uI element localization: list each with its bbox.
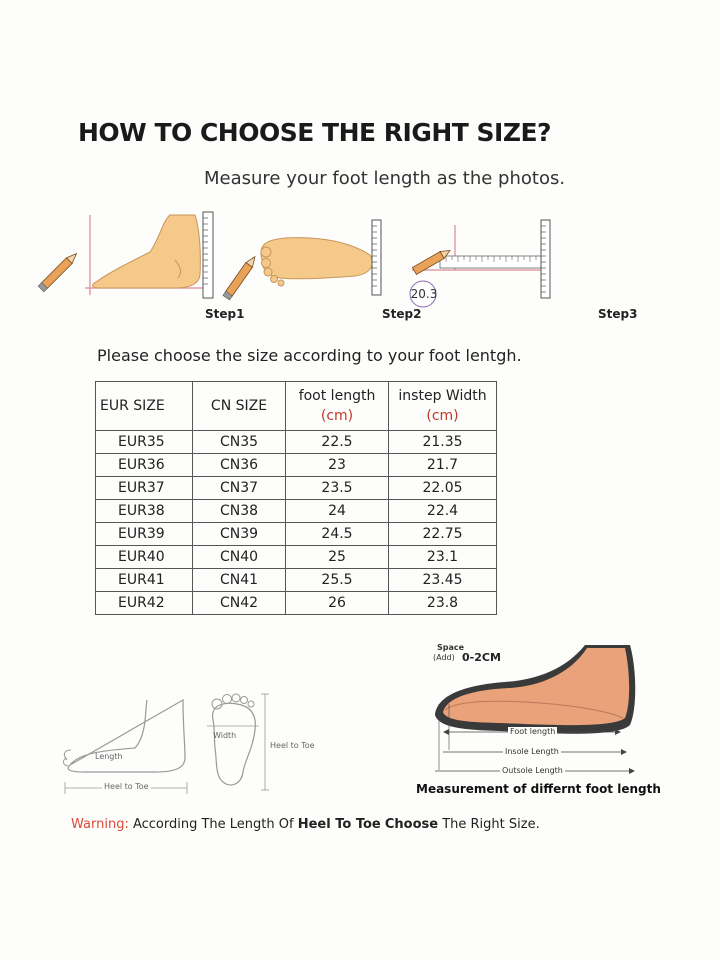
step2-label: Step2	[382, 307, 422, 321]
step-illustrations	[0, 200, 720, 310]
cell-cn: CN38	[193, 500, 286, 523]
warning-label: Warning:	[71, 817, 129, 832]
warning-text-a: According The Length Of	[132, 817, 294, 832]
table-row	[96, 592, 497, 615]
warning-text-b: Heel To Toe	[297, 817, 381, 832]
ruler-reading: 20.3	[410, 287, 438, 301]
page-title: HOW TO CHOOSE THE RIGHT SIZE?	[78, 118, 552, 147]
cell-instep: 22.05	[389, 477, 497, 500]
cell-foot-length: 24.5	[286, 523, 389, 546]
cell-foot-length: 22.5	[286, 431, 389, 454]
cell-eur: EUR39	[96, 523, 193, 546]
cell-eur: EUR41	[96, 569, 193, 592]
cell-instep: 22.75	[389, 523, 497, 546]
cell-eur: EUR36	[96, 454, 193, 477]
table-row	[96, 500, 497, 523]
sketch-length-label: Length	[95, 752, 123, 761]
cell-instep: 23.8	[389, 592, 497, 615]
header-eur-size: EUR SIZE	[96, 382, 193, 431]
shoe-space-range: 0-2CM	[462, 651, 501, 664]
sketch-heel-to-toe-left: Heel to Toe	[104, 782, 149, 791]
warning-text-d: The Right Size.	[442, 817, 540, 832]
cell-instep: 21.7	[389, 454, 497, 477]
table-row	[96, 546, 497, 569]
table-header-row	[96, 382, 497, 431]
shoe-measurement-diagram	[425, 640, 645, 780]
step1-label: Step1	[205, 307, 245, 321]
shoe-space-add-label: (Add)	[433, 653, 455, 662]
step1-foot-side-illustration	[38, 212, 213, 298]
cell-foot-length: 25.5	[286, 569, 389, 592]
table-row	[96, 569, 497, 592]
page-subtitle: Measure your foot length as the photos.	[204, 168, 566, 189]
cell-foot-length: 25	[286, 546, 389, 569]
shoe-space-label: Space	[437, 643, 465, 652]
cell-foot-length: 24	[286, 500, 389, 523]
step2-foot-top-illustration	[223, 220, 381, 300]
cell-cn: CN36	[193, 454, 286, 477]
warning-text-c: Choose	[384, 817, 439, 832]
cell-eur: EUR35	[96, 431, 193, 454]
cell-eur: EUR38	[96, 500, 193, 523]
header-instep-width-unit: (cm)	[426, 408, 459, 424]
shoe-insole-length-label: Insole Length	[505, 747, 559, 756]
cell-foot-length: 23	[286, 454, 389, 477]
cell-cn: CN37	[193, 477, 286, 500]
cell-instep: 23.1	[389, 546, 497, 569]
cell-eur: EUR37	[96, 477, 193, 500]
cell-foot-length: 26	[286, 592, 389, 615]
table-row	[96, 477, 497, 500]
header-cn-size: CN SIZE	[193, 382, 286, 431]
header-foot-length	[286, 382, 389, 431]
cell-cn: CN39	[193, 523, 286, 546]
sketch-heel-to-toe-right: Heel to Toe	[270, 741, 315, 750]
cell-cn: CN42	[193, 592, 286, 615]
warning-note	[71, 817, 540, 832]
cell-instep: 21.35	[389, 431, 497, 454]
header-instep-width	[389, 382, 497, 431]
cell-cn: CN40	[193, 546, 286, 569]
cell-foot-length: 23.5	[286, 477, 389, 500]
cell-cn: CN35	[193, 431, 286, 454]
shoe-measurement-caption: Measurement of differnt foot length	[416, 782, 661, 796]
header-foot-length-unit: (cm)	[320, 408, 354, 424]
header-foot-length-label: foot length	[298, 388, 376, 404]
table-row	[96, 523, 497, 546]
cell-instep: 22.4	[389, 500, 497, 523]
size-instruction: Please choose the size according to your foot lentgh.	[97, 346, 522, 365]
sketch-width-label: Width	[213, 731, 237, 740]
cell-cn: CN41	[193, 569, 286, 592]
size-table	[95, 381, 497, 615]
header-instep-width-label: instep Width	[398, 388, 487, 404]
cell-eur: EUR40	[96, 546, 193, 569]
shoe-outsole-length-label: Outsole Length	[502, 766, 563, 775]
step3-label: Step3	[598, 307, 638, 321]
cell-eur: EUR42	[96, 592, 193, 615]
table-row	[96, 431, 497, 454]
table-row	[96, 454, 497, 477]
cell-instep: 23.45	[389, 569, 497, 592]
shoe-foot-length-label: Foot length	[510, 727, 556, 736]
